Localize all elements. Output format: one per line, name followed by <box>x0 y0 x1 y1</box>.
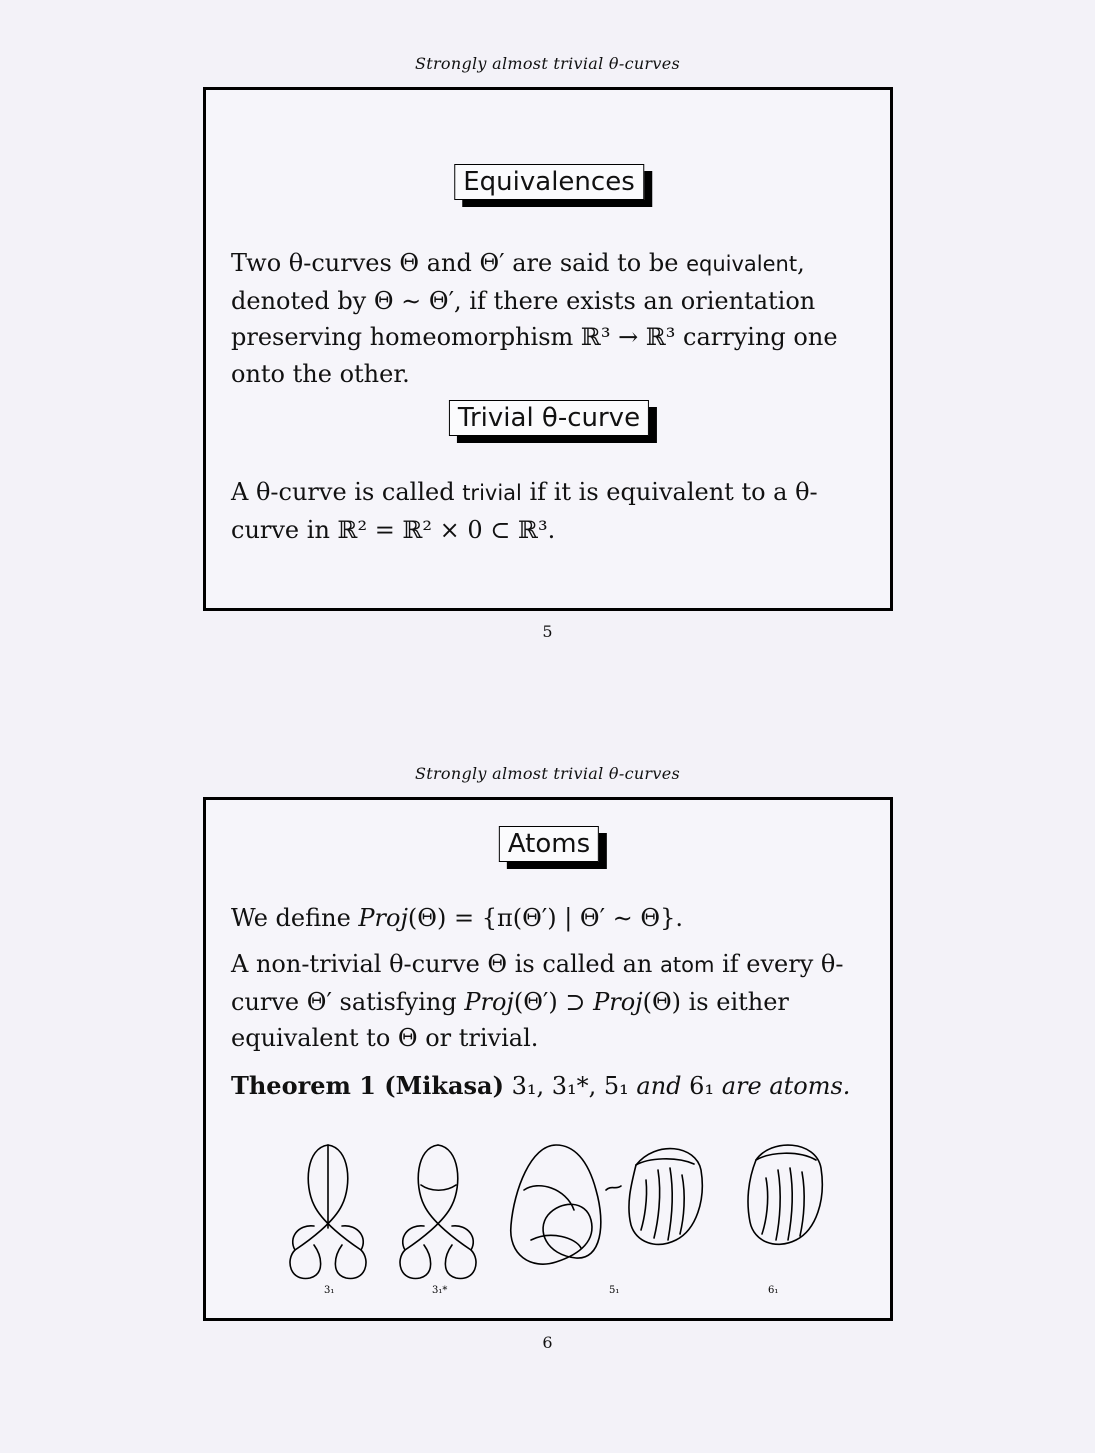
knot-label: 3₁ <box>324 1285 335 1296</box>
term-atom: atom <box>660 953 715 977</box>
slide-title-trivial: Trivial θ-curve <box>449 400 649 436</box>
theta-curve-diagrams <box>276 1130 836 1300</box>
term-trivial: trivial <box>462 481 522 505</box>
definition-proj <box>231 900 865 937</box>
knot-label: 6₁ <box>768 1285 779 1296</box>
para-text: if it is equivalent to a θ-curve in ℝ² = ℝ² × 0 ⊂ ℝ³. <box>231 478 818 544</box>
knot-3-1-star-diagram <box>400 1145 476 1278</box>
para-text: A θ-curve is called <box>231 478 463 506</box>
para-text: , denoted by Θ ∼ Θ′, if there exists an orientation preserving homeomorphism ℝ³ → ℝ³ carrying one onto the other. <box>231 249 838 388</box>
theorem-math: 3₁, 3₁*, 5₁ <box>503 1072 637 1100</box>
running-head: Strongly almost trivial θ-curves <box>414 54 680 73</box>
slide-title-atoms: Atoms <box>499 826 599 862</box>
slide-title-equivalences: Equivalences <box>454 164 644 200</box>
knot-label: 5₁ <box>609 1285 620 1296</box>
para-text: A non-trivial θ-curve Θ is called an <box>231 950 661 978</box>
slide-equivalences <box>203 87 893 611</box>
slide-atoms <box>203 797 893 1321</box>
theorem-mikasa <box>231 1068 865 1105</box>
knot-6-1-diagram <box>748 1145 822 1244</box>
proj-symbol: Proj <box>358 904 408 932</box>
page-number: 5 <box>542 622 553 641</box>
theorem-text: are atoms. <box>721 1072 851 1100</box>
term-equivalent: equivalent <box>686 252 798 276</box>
definition-trivial <box>231 474 865 548</box>
knot-5-1-diagram <box>511 1145 703 1264</box>
para-text: (Θ) = {π(Θ′) | Θ′ ∼ Θ}. <box>407 904 683 932</box>
para-text: (Θ′) ⊃ <box>513 987 594 1016</box>
proj-symbol: Proj <box>593 987 643 1016</box>
theorem-text: and <box>636 1072 682 1100</box>
definition-equivalent <box>231 245 865 392</box>
para-text: if every θ-curve Θ′ satisfying <box>231 950 844 1016</box>
knot-label: 3₁* <box>432 1285 448 1296</box>
definition-atom <box>231 946 865 1057</box>
para-text: We define <box>231 904 359 932</box>
page-number: 6 <box>542 1333 553 1352</box>
knot-3-1-diagram <box>290 1145 366 1278</box>
theorem-math: 6₁ <box>681 1072 722 1100</box>
para-text: (Θ) is either equivalent to Θ or trivial. <box>231 987 789 1052</box>
para-text: Two θ-curves Θ and Θ′ are said to be <box>231 249 687 277</box>
theorem-label: Theorem 1 (Mikasa) <box>231 1071 504 1100</box>
proj-symbol: Proj <box>464 987 514 1016</box>
running-head: Strongly almost trivial θ-curves <box>414 764 680 783</box>
